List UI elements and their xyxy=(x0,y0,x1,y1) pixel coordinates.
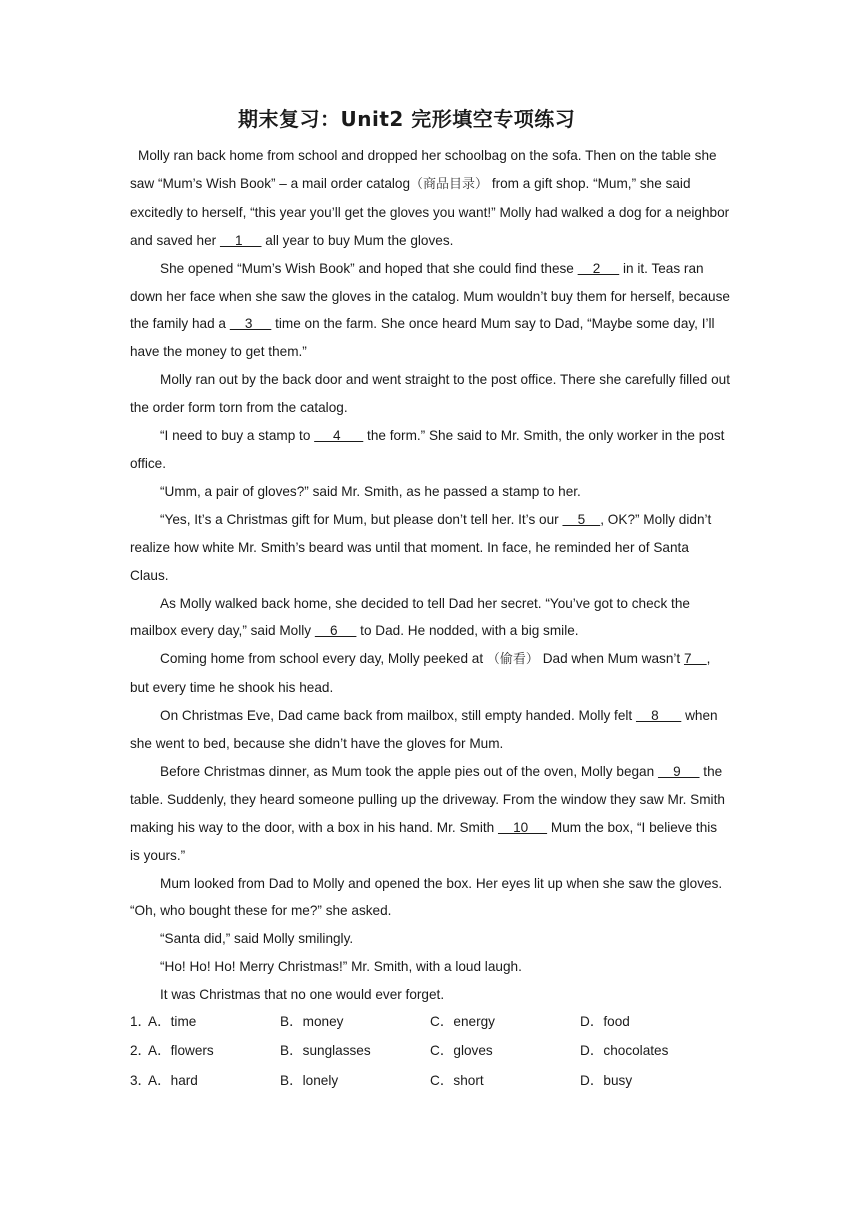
option-a: A．time xyxy=(148,1014,197,1029)
text: all year to buy Mum the gloves. xyxy=(261,232,454,248)
question-row xyxy=(130,1007,730,1036)
option-b: B．lonely xyxy=(280,1072,339,1088)
blank-5: 5 xyxy=(562,511,601,527)
question-row xyxy=(130,1036,730,1065)
text: She opened “Mum’s Wish Book” and hoped that she could find these xyxy=(160,260,578,276)
passage xyxy=(130,142,730,1009)
text: Mum the box, “I believe this is yours.” xyxy=(130,819,718,863)
question-number: 1． xyxy=(130,1014,152,1029)
option-c: C．gloves xyxy=(430,1043,493,1059)
text: the form.” She said to Mr. Smith, the only worker in the post office. xyxy=(130,428,725,471)
text: in it. Teas ran down her face when she saw the gloves in the catalog. Mum wouldn’t buy them for herself, because the family had a xyxy=(130,260,730,332)
text: time on the farm. She once heard Mum say to Dad, “Maybe some day, I’ll have the money to get them.” xyxy=(130,316,715,360)
text: when she went to bed, because she didn’t have the gloves for Mum. xyxy=(130,708,718,752)
question-number: 2． xyxy=(130,1043,152,1059)
page-title: 期末复习：Unit2 完形填空专项练习 xyxy=(238,107,576,131)
question-row xyxy=(130,1066,730,1095)
option-d: D．chocolates xyxy=(580,1043,669,1059)
text: to Dad. He nodded, with a big smile. xyxy=(356,623,579,639)
blank-2: 2 xyxy=(577,260,620,276)
text: Before Christmas dinner, as Mum took the apple pies out of the oven, Molly began xyxy=(160,763,658,779)
text: “I need to buy a stamp to xyxy=(160,428,315,444)
question-options xyxy=(130,1007,730,1095)
option-a: A．hard xyxy=(148,1072,198,1088)
option-c: C．short xyxy=(430,1072,484,1088)
text: from a gift shop. “Mum,” she said excitedly to herself, “this year you’ll get the gloves you want!” Molly had walked a dog for a neighbor and saved her xyxy=(130,175,730,248)
chinese-gloss: （商品目录） xyxy=(410,176,489,192)
blank-1: 1 xyxy=(219,232,262,248)
paragraph-10 xyxy=(130,758,730,870)
text: , but every time he shook his head. xyxy=(130,651,711,696)
blank-8: 8 xyxy=(635,708,682,724)
option-c: C．energy xyxy=(430,1014,495,1029)
blank-4: 4 xyxy=(314,428,364,444)
paragraph-6 xyxy=(130,506,730,590)
blank-9: 9 xyxy=(657,763,700,779)
text: On Christmas Eve, Dad came back from mailbox, still empty handed. Molly felt xyxy=(160,708,636,724)
blank-3: 3 xyxy=(229,316,272,332)
text: , OK?” Molly didn’t realize how white Mr. Smith’s beard was until that moment. In face, he reminded her of Santa Claus. xyxy=(130,511,712,583)
paragraph-3: Molly ran out by the back door and went straight to the post office. There she carefully filled out the order form torn from the catalog. xyxy=(130,372,731,416)
paragraph-1 xyxy=(130,142,730,255)
option-d: D．busy xyxy=(580,1072,633,1088)
text: Molly ran back home from school and dropped her schoolbag on the sofa. Then on the table she saw “Mum’s Wish Book” – a mail order catalog xyxy=(130,148,717,191)
blank-7: 7 xyxy=(683,651,707,667)
paragraph-11: Mum looked from Dad to Molly and opened the box. Her eyes lit up when she saw the gloves. “Oh, who bought these for me?” she asked. xyxy=(130,875,723,919)
option-d: D．food xyxy=(580,1014,630,1029)
paragraph-4 xyxy=(130,422,730,478)
blank-6: 6 xyxy=(314,623,357,639)
question-number: 3． xyxy=(130,1072,152,1088)
option-a: A．flowers xyxy=(148,1043,214,1059)
paragraph-13: “Ho! Ho! Ho! Merry Christmas!” Mr. Smith, with a loud laugh. xyxy=(160,959,522,975)
text: Coming home from school every day, Molly peeked at xyxy=(160,651,487,667)
text: As Molly walked back home, she decided to tell Dad her secret. “You’ve got to check the mailbox every day,” said Molly xyxy=(130,595,690,639)
paragraph-7 xyxy=(130,590,730,646)
paragraph-14: It was Christmas that no one would ever forget. xyxy=(160,987,445,1003)
option-b: B．money xyxy=(280,1014,344,1029)
text: Dad when Mum wasn’t xyxy=(538,651,684,667)
paragraph-5: “Umm, a pair of gloves?” said Mr. Smith, as he passed a stamp to her. xyxy=(160,483,581,499)
chinese-gloss: （偷看） xyxy=(486,652,539,668)
paragraph-9 xyxy=(130,702,730,758)
blank-10: 10 xyxy=(497,819,548,835)
paragraph-12: “Santa did,” said Molly smilingly. xyxy=(160,931,354,947)
paragraph-8 xyxy=(130,645,730,702)
text: the table. Suddenly, they heard someone pulling up the driveway. From the window they saw Mr. Smith making his way to the door, with a box in his hand. Mr. Smith xyxy=(130,763,725,835)
option-b: B．sunglasses xyxy=(280,1043,371,1059)
paragraph-2 xyxy=(130,255,730,367)
text: “Yes, It’s a Christmas gift for Mum, but please don’t tell her. It’s our xyxy=(160,511,563,527)
